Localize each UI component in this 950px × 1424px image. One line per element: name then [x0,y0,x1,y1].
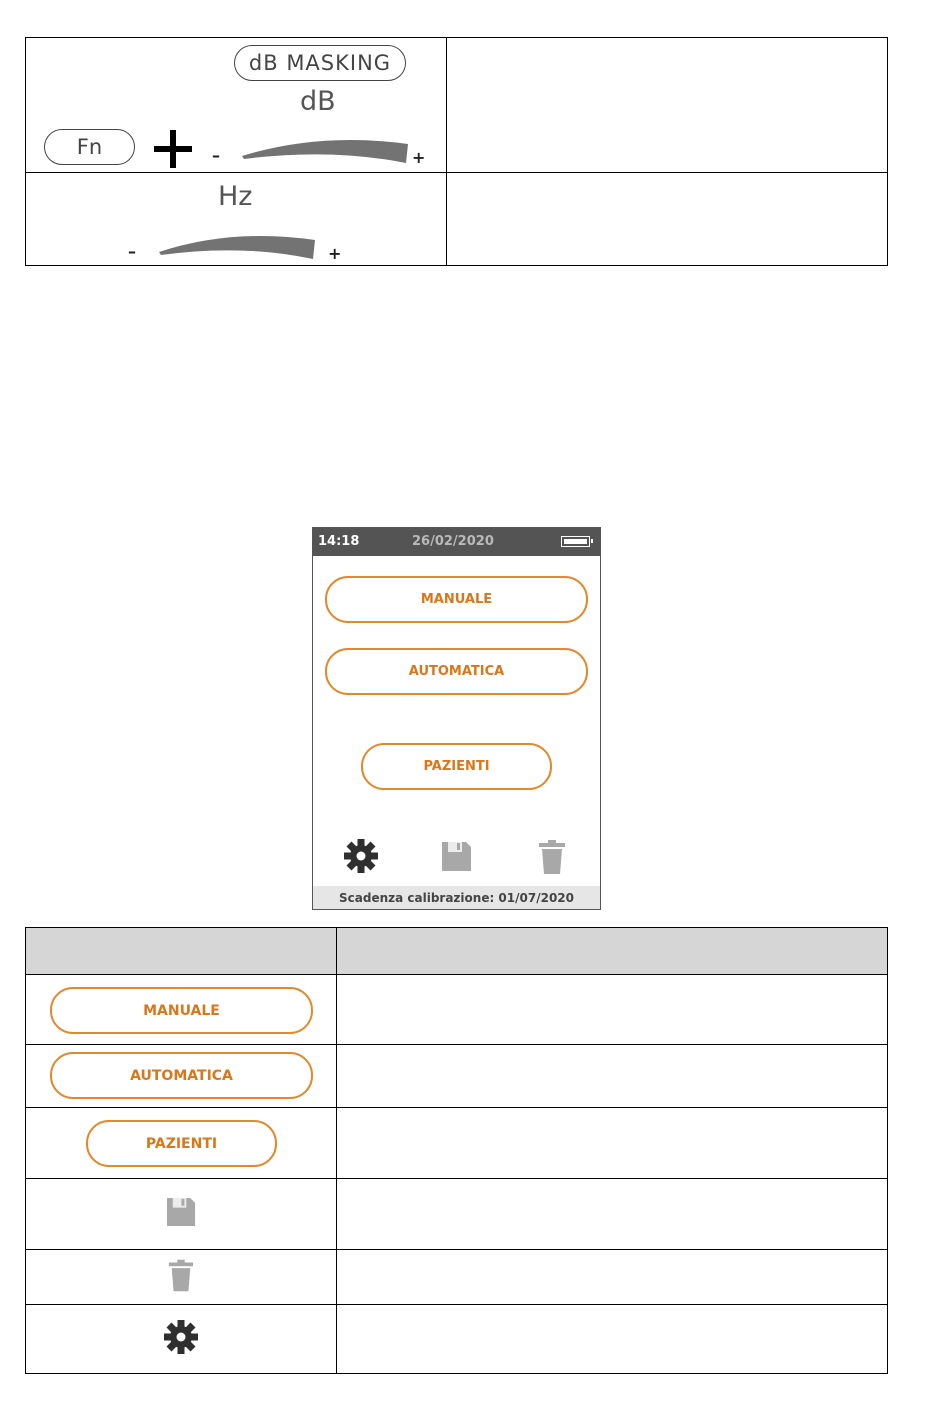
row-divider [26,1044,887,1045]
row-divider [26,1304,887,1305]
column-divider [446,38,447,265]
plus-icon [154,130,192,168]
db-knob-plus-sign: + [412,148,426,167]
db-knob-minus-sign: – [212,146,220,165]
manuale-button[interactable]: MANUALE [325,576,588,623]
device-screen [312,527,601,910]
save-icon [165,1196,197,1228]
column-divider [336,928,337,1373]
db-knob-arc-icon [240,130,410,166]
battery-icon [561,536,590,547]
row-divider [26,1178,887,1179]
fn-key: Fn [44,129,135,165]
calibration-footer: Scadenza calibrazione: 01/07/2020 [313,886,600,909]
table-row-automatica-button: AUTOMATICA [50,1052,313,1099]
db-masking-key: dB MASKING [234,45,406,81]
hz-unit-label: Hz [218,181,253,212]
db-unit-label: dB [300,86,336,117]
pazienti-button[interactable]: PAZIENTI [361,743,552,790]
trash-icon[interactable] [538,840,566,874]
hz-knob-plus-sign: + [328,244,342,263]
gear-icon[interactable] [343,838,379,874]
functions-table [25,927,888,1374]
automatica-button[interactable]: AUTOMATICA [325,648,588,695]
row-divider [26,1249,887,1250]
save-icon[interactable] [440,840,473,873]
controls-table [25,37,888,266]
gear-icon [163,1319,199,1355]
table-row-pazienti-button: PAZIENTI [86,1120,277,1167]
hz-knob-minus-sign: – [128,242,136,261]
hz-knob-arc-icon [157,226,317,262]
status-time: 14:18 [318,534,360,549]
row-divider [26,172,887,173]
table-header [26,928,887,975]
row-divider [26,1107,887,1108]
trash-icon [168,1258,194,1293]
table-row-manuale-button: MANUALE [50,987,313,1034]
status-bar [313,528,600,556]
status-date: 26/02/2020 [412,534,494,549]
